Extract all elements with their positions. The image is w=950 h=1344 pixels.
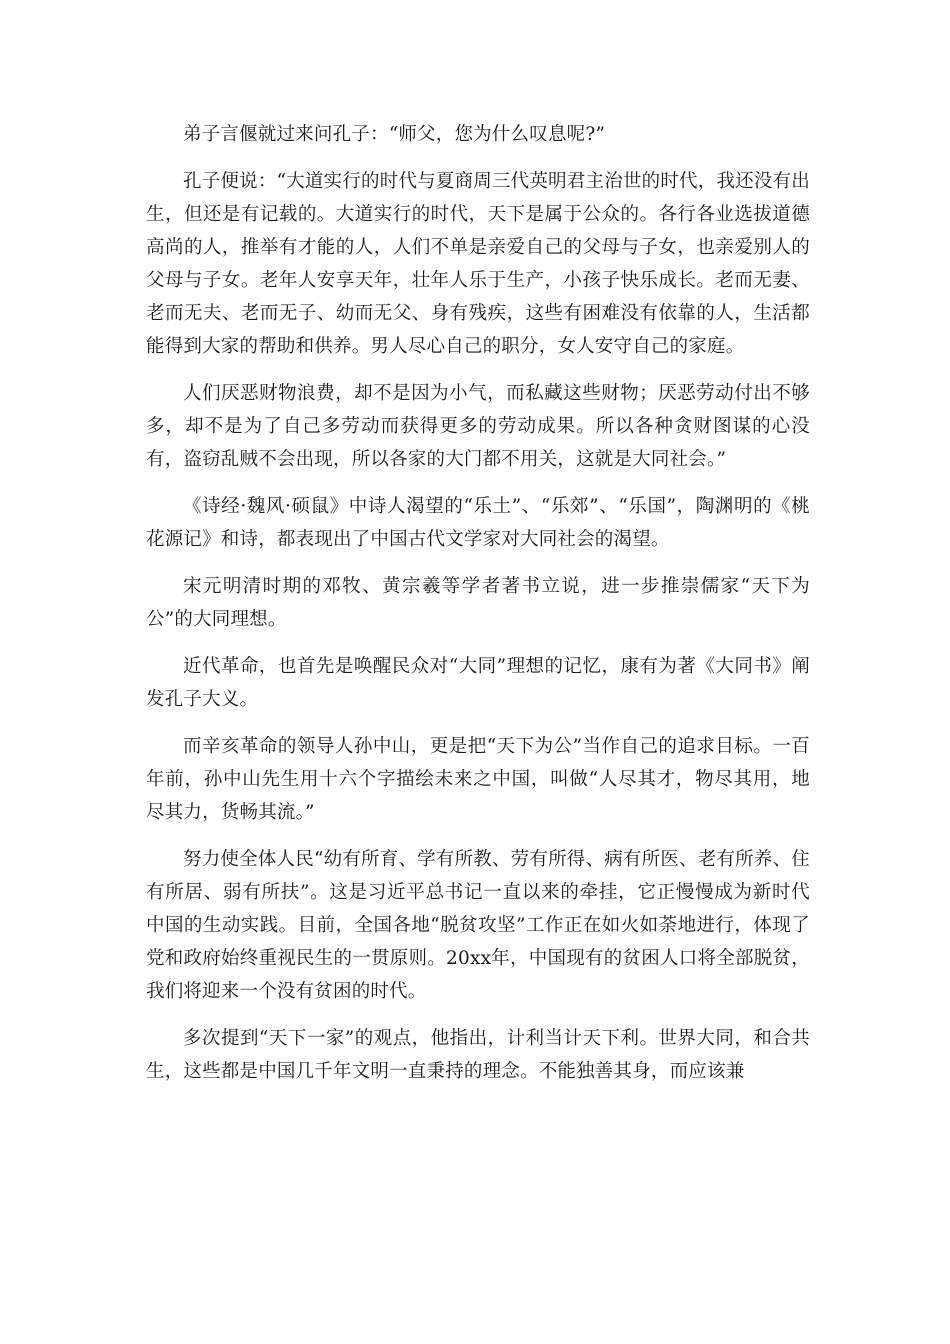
paragraph-7: 而辛亥革命的领导人孙中山，更是把“天下为公”当作自己的追求目标。一百年前，孙中山先生用十六个字描绘未来之中国，叫做“人尽其才，物尽其用，地尽其力，货畅其流。” bbox=[146, 736, 810, 823]
paragraph-5: 宋元明清时期的邓牧、黄宗羲等学者著书立说，进一步推崇儒家“天下为公”的大同理想。 bbox=[146, 576, 810, 630]
paragraph-9: 多次提到“天下一家”的观点，他指出，计利当计天下利。世界大同，和合共生，这些都是中国几千年文明一直秉持的理念。不能独善其身，而应该兼 bbox=[146, 1028, 810, 1082]
paragraph-3: 人们厌恶财物浪费，却不是因为小气，而私藏这些财物；厌恶劳动付出不够多，却不是为了自己多劳动而获得更多的劳动成果。所以各种贪财图谋的心没有，盗窃乱贼不会出现，所以各家的大门都不用关，这就是大同社会。” bbox=[146, 383, 810, 470]
paragraph-2: 孔子便说：“大道实行的时代与夏商周三代英明君主治世的时代，我还没有出生，但还是有记载的。大道实行的时代，天下是属于公众的。各行各业选拔道德高尚的人，推举有才能的人，人们不单是亲爱自己的父母与子女，也亲爱别人的父母与子女。老年人安享天年，壮年人乐于生产，小孩子快乐成长。老而无妻、老而无夫、老而无子、幼而无父、身有残疾，这些有困难没有依靠的人，生活都能得到大家的帮助和供养。男人尽心自己的职分，女人安守自己的家庭。 bbox=[146, 171, 810, 357]
document-body bbox=[146, 118, 810, 1102]
paragraph-4: 《诗经·魏风·硕鼠》中诗人渴望的“乐土”、“乐郊”、“乐国”，陶渊明的《桃花源记》和诗，都表现出了中国古代文学家对大同社会的渴望。 bbox=[146, 496, 810, 550]
paragraph-8: 努力使全体人民“幼有所育、学有所教、劳有所得、病有所医、老有所养、住有所居、弱有所扶”。这是习近平总书记一直以来的牵挂，它正慢慢成为新时代中国的生动实践。目前，全国各地“脱贫攻坚”工作正在如火如荼地进行，体现了党和政府始终重视民生的一贯原则。20xx年，中国现有的贫困人口将全部脱贫，我们将迎来一个没有贫困的时代。 bbox=[146, 849, 810, 1002]
paragraph-1: 弟子言偃就过来问孔子：“师父，您为什么叹息呢?” bbox=[183, 124, 606, 145]
paragraph-6: 近代革命，也首先是唤醒民众对“大同”理想的记忆，康有为著《大同书》阐发孔子大义。 bbox=[146, 656, 810, 710]
